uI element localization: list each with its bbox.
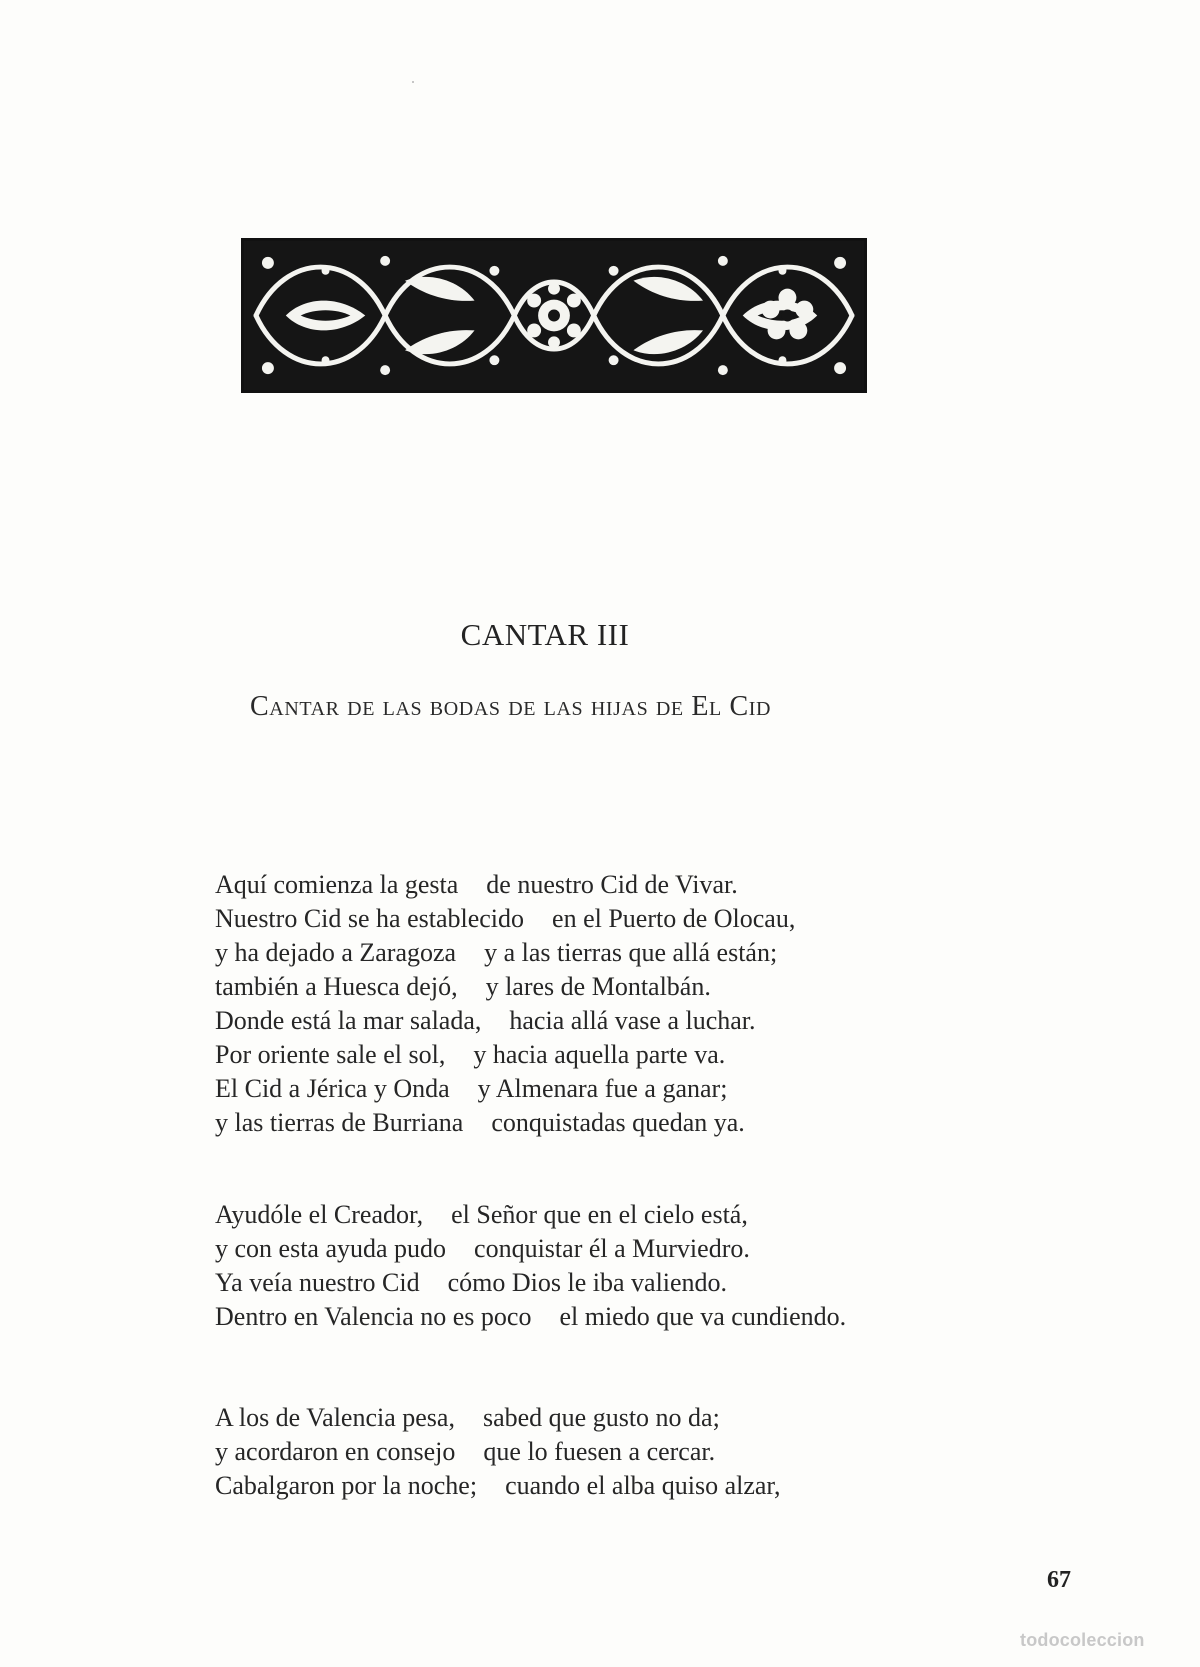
verse-line — [215, 868, 795, 902]
second-hemistich: el miedo que va cundiendo. — [559, 1302, 847, 1331]
verse-line — [215, 1401, 781, 1435]
stanza-1 — [215, 868, 795, 1140]
chapter-subtitle: Cantar de las bodas de las hijas de El Cid — [250, 691, 772, 722]
second-hemistich: y Almenara fue a ganar; — [477, 1074, 728, 1103]
first-hemistich: y acordaron en consejo — [215, 1437, 456, 1466]
second-hemistich: hacia allá vase a luchar. — [509, 1006, 756, 1035]
second-hemistich: de nuestro Cid de Vivar. — [486, 870, 738, 899]
verse-line — [215, 1106, 795, 1140]
first-hemistich: y las tierras de Burriana — [215, 1108, 464, 1137]
verse-line — [215, 970, 795, 1004]
second-hemistich: que lo fuesen a cercar. — [483, 1437, 716, 1466]
verse-line — [215, 1198, 846, 1232]
first-hemistich: también a Huesca dejó, — [215, 972, 458, 1001]
first-hemistich: Aquí comienza la gesta — [215, 870, 459, 899]
second-hemistich: conquistar él a Murviedro. — [474, 1234, 750, 1263]
stanza-2 — [215, 1198, 846, 1334]
page-number: 67 — [1047, 1567, 1071, 1593]
first-hemistich: y ha dejado a Zaragoza — [215, 938, 457, 967]
second-hemistich: y a las tierras que allá están; — [484, 938, 778, 967]
first-hemistich: y con esta ayuda pudo — [215, 1234, 447, 1263]
verse-line — [215, 936, 795, 970]
first-hemistich: Por oriente sale el sol, — [215, 1040, 446, 1069]
first-hemistich: Ya veía nuestro Cid — [215, 1268, 420, 1297]
first-hemistich: Donde está la mar salada, — [215, 1006, 482, 1035]
paper-speck — [412, 81, 414, 83]
chapter-title: CANTAR III — [460, 617, 630, 652]
watermark: todocoleccion — [1020, 1630, 1145, 1650]
verse-line — [215, 1004, 795, 1038]
first-hemistich: Cabalgaron por la noche; — [215, 1471, 478, 1500]
second-hemistich: cuando el alba quiso alzar, — [505, 1471, 781, 1500]
first-hemistich: El Cid a Jérica y Onda — [215, 1074, 450, 1103]
verse-line — [215, 1232, 846, 1266]
verse-line — [215, 1469, 781, 1503]
verse-line — [215, 1266, 846, 1300]
verse-line — [215, 1038, 795, 1072]
verse-line — [215, 1300, 846, 1334]
second-hemistich: el Señor que en el cielo está, — [451, 1200, 748, 1229]
verse-line — [215, 1072, 795, 1106]
verse-line — [215, 902, 795, 936]
second-hemistich: y hacia aquella parte va. — [473, 1040, 726, 1069]
verse-line — [215, 1435, 781, 1469]
floral-scroll-ornament-icon — [241, 238, 867, 393]
second-hemistich: en el Puerto de Olocau, — [552, 904, 796, 933]
stanza-3 — [215, 1401, 781, 1503]
second-hemistich: cómo Dios le iba valiendo. — [447, 1268, 728, 1297]
first-hemistich: Ayudóle el Creador, — [215, 1200, 424, 1229]
second-hemistich: y lares de Montalbán. — [485, 972, 711, 1001]
second-hemistich: conquistadas quedan ya. — [491, 1108, 745, 1137]
first-hemistich: Nuestro Cid se ha establecido — [215, 904, 525, 933]
first-hemistich: A los de Valencia pesa, — [215, 1403, 455, 1432]
first-hemistich: Dentro en Valencia no es poco — [215, 1302, 532, 1331]
second-hemistich: sabed que gusto no da; — [482, 1403, 720, 1432]
